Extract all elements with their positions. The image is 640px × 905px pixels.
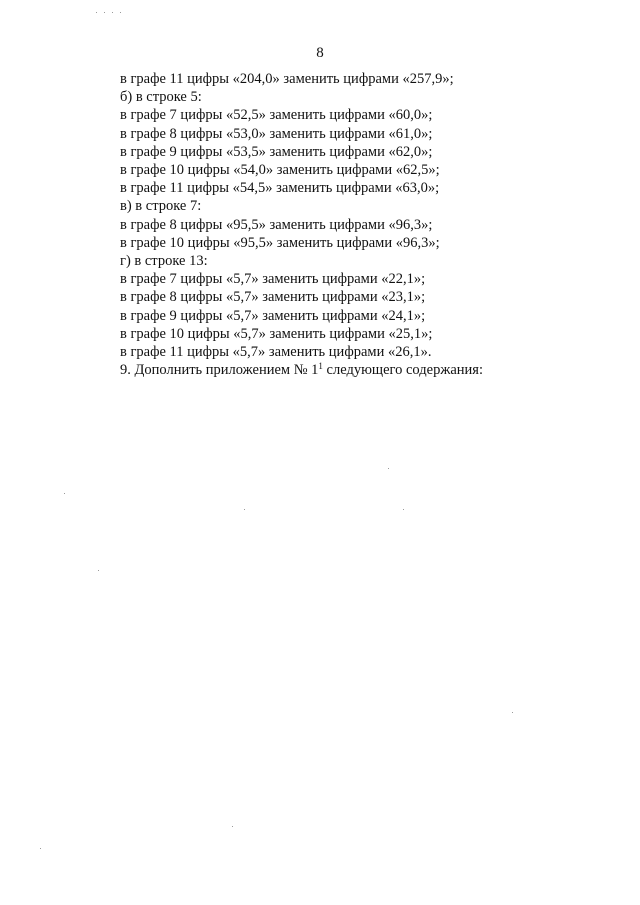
scan-speck [98,570,99,571]
scan-speck [112,12,113,13]
text-line: в графе 7 цифры «5,7» заменить цифрами «22,1»; [120,271,426,288]
text-line: б) в строке 5: [120,89,202,106]
scan-speck [388,468,389,469]
scan-speck [64,493,65,494]
text-line: в графе 8 цифры «5,7» заменить цифрами «23,1»; [120,289,426,306]
closing-suffix: следующего содержания: [322,362,483,379]
scan-speck [232,826,233,827]
closing-paragraph [120,361,590,379]
document-body [120,70,590,379]
text-line: в графе 9 цифры «5,7» заменить цифрами «24,1»; [120,307,426,324]
text-line: в графе 11 цифры «204,0» заменить цифрами «257,9»; [120,71,454,87]
scan-speck [512,712,513,713]
text-line: в графе 9 цифры «53,5» заменить цифрами «62,0»; [120,143,433,160]
scan-speck [96,12,97,13]
scan-speck [104,12,105,13]
scan-speck [120,12,121,13]
text-line: в графе 10 цифры «5,7» заменить цифрами «25,1»; [120,325,433,342]
scan-speck [40,848,41,849]
text-line: в графе 11 цифры «54,5» заменить цифрами «63,0»; [120,180,440,197]
text-line: в графе 8 цифры «53,0» заменить цифрами «61,0»; [120,125,433,142]
text-line: в) в строке 7: [120,198,202,215]
closing-prefix: 9. Дополнить приложением № 1 [120,362,319,379]
scan-speck [403,509,404,510]
page-number: 8 [316,45,324,61]
text-line: г) в строке 13: [120,253,208,270]
text-line: в графе 11 цифры «5,7» заменить цифрами «26,1». [120,344,432,361]
text-line: в графе 7 цифры «52,5» заменить цифрами «60,0»; [120,107,433,124]
closing-superscript: 1 [318,361,323,372]
text-line: в графе 10 цифры «54,0» заменить цифрами «62,5»; [120,162,440,179]
scan-speck [244,509,245,510]
text-line: в графе 8 цифры «95,5» заменить цифрами «96,3»; [120,216,433,233]
text-line: в графе 10 цифры «95,5» заменить цифрами «96,3»; [120,234,440,251]
